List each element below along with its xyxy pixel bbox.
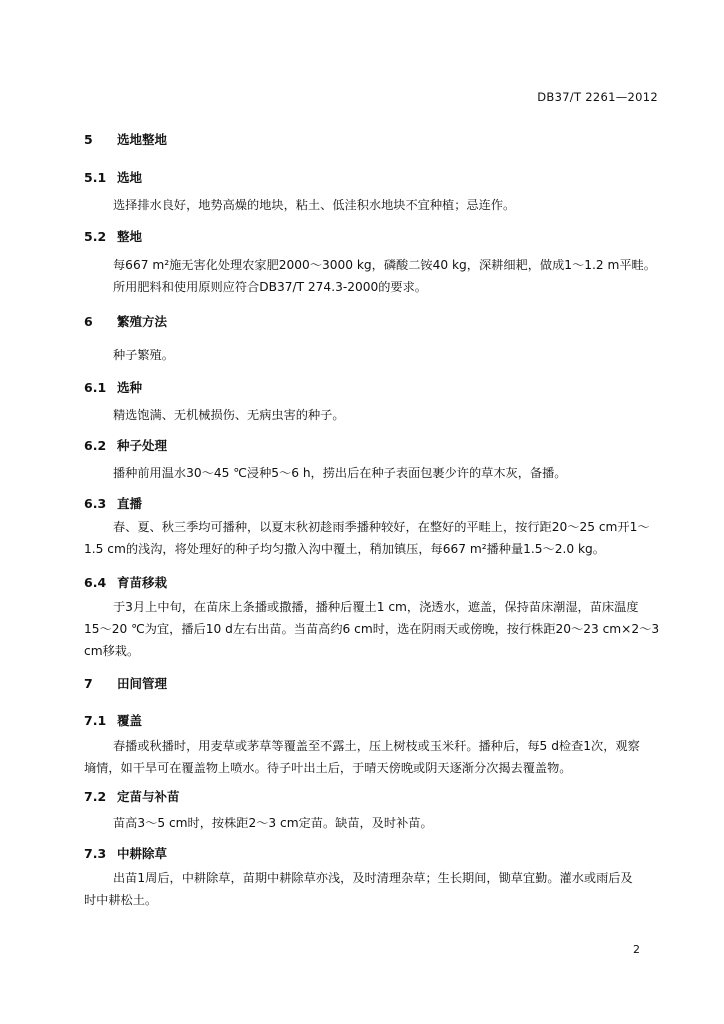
paragraph-7-1 [84,735,658,779]
section-heading-6-4 [84,573,167,591]
paragraph-5-2 [84,254,658,298]
text-line: 种子繁殖。 [113,348,174,362]
section-number: 6.4 [84,575,107,590]
section-heading-5 [84,130,167,148]
section-title: 选种 [117,380,143,395]
text-line: 春播或秋播时，用麦草或茅草等覆盖至不露土，压上树枝或玉米秆。播种后，每5 d检查1次，观察 [113,739,640,753]
paragraph-5-1 [84,194,658,216]
section-number: 6 [84,314,93,329]
section-heading-6-3 [84,494,142,512]
section-title: 覆盖 [117,713,143,728]
section-title: 直播 [117,496,143,511]
text-line: 精选饱满、无机械损伤、无病虫害的种子。 [113,408,345,422]
text-line: 选择排水良好，地势高燥的地块，粘土、低洼积水地块不宜种植；忌连作。 [113,198,516,212]
section-heading-6-2 [84,436,167,454]
text-line: 出苗1周后，中耕除草，苗期中耕除草亦浅，及时清理杂草；生长期间，锄草宜勤。灌水或雨后及 [113,871,633,885]
text-line: 墒情，如干旱可在覆盖物上喷水。待子叶出土后，于晴天傍晚或阴天逐渐分次揭去覆盖物。 [84,761,572,775]
text-line: 15～20 ℃为宜，播后10 d左右出苗。当苗高约6 cm时，选在阴雨天或傍晚，按行株距20～23 cm×2～3 [84,622,660,636]
paragraph-6 [84,344,658,366]
section-heading-6-1 [84,378,142,396]
section-number: 6.1 [84,380,107,395]
section-heading-7-3 [84,844,167,862]
section-number: 6.2 [84,438,107,453]
paragraph-7-2 [84,812,658,834]
section-heading-5-1 [84,168,142,186]
section-title: 田间管理 [117,676,168,691]
section-number: 7.3 [84,846,107,861]
text-line: 时中耕松土。 [84,893,158,907]
text-line: 1.5 cm的浅沟，将处理好的种子均匀撒入沟中覆土，稍加镇压，每667 m²播种量1.5～2.0 kg。 [84,542,605,556]
section-number: 5.2 [84,229,107,244]
section-title: 育苗移栽 [117,575,168,590]
paragraph-7-3 [84,867,658,911]
document-code: DB37/T 2261—2012 [537,90,658,104]
section-number: 5.1 [84,170,107,185]
section-title: 繁殖方法 [117,314,168,329]
section-heading-6 [84,312,167,330]
paragraph-6-3 [84,516,658,560]
text-line: 所用肥料和使用原则应符合DB37/T 274.3-2000的要求。 [113,280,427,294]
paragraph-6-1 [84,404,658,426]
section-number: 7 [84,676,93,691]
text-line: 每667 m²施无害化处理农家肥2000～3000 kg，磷酸二铵40 kg，深耕细耙，做成1～1.2 m平畦。 [113,258,656,272]
text-line: 播种前用温水30～45 ℃浸种5～6 h，捞出后在种子表面包裹少许的草木灰，备播。 [113,466,567,480]
paragraph-6-4 [84,596,658,662]
text-line: 于3月上中旬，在苗床上条播或撒播，播种后覆土1 cm，浇透水，遮盖，保持苗床潮湿，苗床温度 [113,600,639,614]
section-title: 定苗与补苗 [117,789,180,804]
section-heading-7 [84,674,167,692]
section-number: 7.1 [84,713,107,728]
page-number: 2 [633,943,640,956]
section-heading-5-2 [84,227,142,245]
paragraph-6-2 [84,462,658,484]
text-line: cm移栽。 [84,644,140,658]
section-title: 选地 [117,170,143,185]
section-title: 中耕除草 [117,846,168,861]
section-number: 7.2 [84,789,107,804]
section-number: 6.3 [84,496,107,511]
section-number: 5 [84,132,93,147]
section-title: 选地整地 [117,132,168,147]
section-heading-7-1 [84,711,142,729]
text-line: 苗高3～5 cm时，按株距2～3 cm定苗。缺苗，及时补苗。 [113,816,433,830]
text-line: 春、夏、秋三季均可播种，以夏末秋初趁雨季播种较好，在整好的平畦上，按行距20～25 cm开1～ [113,520,650,534]
section-title: 整地 [117,229,143,244]
section-title: 种子处理 [117,438,168,453]
section-heading-7-2 [84,787,180,805]
